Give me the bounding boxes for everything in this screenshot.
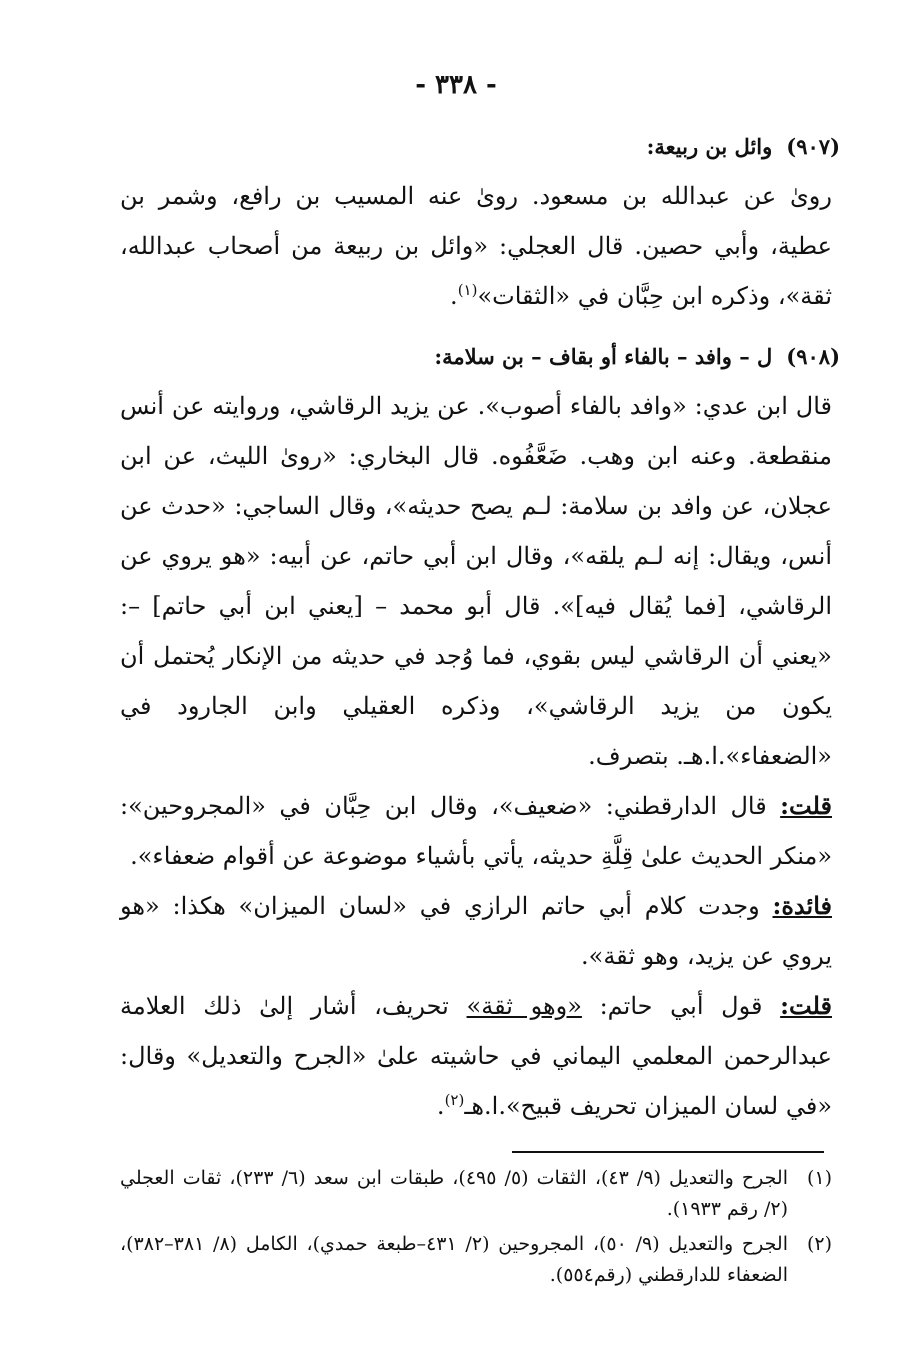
footnote (120, 1163, 832, 1225)
entry-number: (٩٠٧) (786, 134, 840, 159)
footnote-number: (١) (806, 1167, 832, 1189)
note-text: وجدت كلام أبي حاتم الرازي في «لسان الميزان» هكذا: «هو يروي عن يزيد، وهو ثقة». (120, 892, 832, 970)
note-paragraph (120, 981, 832, 1131)
underlined-quote: «وهو ثقة» (466, 992, 582, 1020)
footnote-text: الجرح والتعديل (٩/ ٥٠)، المجروحين (٢/ ٤٣١–طبعة حمدي)، الكامل (٨/ ٣٨١–٣٨٢)، الضعفاء للدارقطني (رقم٥٥٤). (120, 1233, 788, 1286)
footnote-text: الجرح والتعديل (٩/ ٤٣)، الثقات (٥/ ٤٩٥)، طبقات ابن سعد (٦/ ٢٣٣)، ثقات العجلي (٢/ رقم ١٩٣٣). (120, 1167, 788, 1220)
note-paragraph (120, 781, 832, 881)
footnote (120, 1229, 832, 1291)
page-body (120, 125, 840, 1131)
paragraph-end: . (450, 282, 458, 310)
page-number: - ٣٣٨ - (415, 70, 497, 100)
note-text: تحريف، أشار إلىٰ ذلك العلامة عبدالرحمن المعلمي اليماني في حاشيته علىٰ «الجرح والتعديل» وقال: «في لسان الميزان تحريف قبيح».ا.هـ (120, 992, 832, 1120)
entry-paragraph (120, 381, 832, 781)
footnote-ref[interactable]: (٢) (444, 1091, 465, 1109)
footnote-ref[interactable]: (١) (457, 281, 478, 299)
note-label: قلت: (780, 791, 832, 820)
note-label: قلت: (780, 991, 832, 1020)
entry-number: (٩٠٨) (786, 344, 840, 369)
narrator-name: وائل بن ربيعة: (646, 134, 773, 159)
entry-heading (120, 125, 840, 169)
note-text: قول أبي حاتم: (599, 992, 763, 1020)
paragraph-text: قال ابن عدي: «وافد بالفاء أصوب». عن يزيد الرقاشي، وروايته عن أنس منقطعة. وعنه ابن وهب. ضَعَّفُوه. قال البخاري: «روىٰ الليث، عن ابن عجلان، عن وافد بن سلامة: لـم يصح حديثه»، وقال الساجي: «حدث عن أنس، ويقال: إنه لـم يلقه»، وقال ابن أبي حاتم، عن أبيه: «هو يروي عن الرقاشي، [فما يُقال فيه]». قال أبو محمد – [يعني ابن أبي حاتم] –: «يعني أن الرقاشي ليس بقوي، فما وُجد في حديثه من الإنكار يُحتمل أن يكون من يزيد الرقاشي»، وذكره العقيلي وابن الجارود في «الضعفاء».ا.هـ. بتصرف. (120, 392, 832, 770)
footnote-number: (٢) (806, 1233, 832, 1255)
narrator-name: ل – وافد – بالفاء أو بقاف – بن سلامة: (434, 344, 773, 369)
note-paragraph (120, 881, 832, 981)
note-text: قال الدارقطني: «ضعيف»، وقال ابن حِبَّان في «المجروحين»: «منكر الحديث علىٰ قِلَّةِ حديثه، يأتي بأشياء موضوعة عن أقوام ضعفاء». (120, 792, 832, 870)
footnote-separator (512, 1151, 824, 1153)
note-label: فائدة: (772, 891, 832, 920)
paragraph-end: . (436, 1092, 445, 1120)
entry-heading (120, 335, 840, 379)
footnotes (120, 1163, 832, 1295)
paragraph-text: روىٰ عن عبدالله بن مسعود. روىٰ عنه المسيب بن رافع، وشمر بن عطية، وأبي حصين. قال العجلي: «وائل بن ربيعة من أصحاب عبدالله، ثقة»، وذكره ابن حِبَّان في «الثقات» (120, 182, 832, 310)
entry-paragraph (120, 171, 832, 321)
